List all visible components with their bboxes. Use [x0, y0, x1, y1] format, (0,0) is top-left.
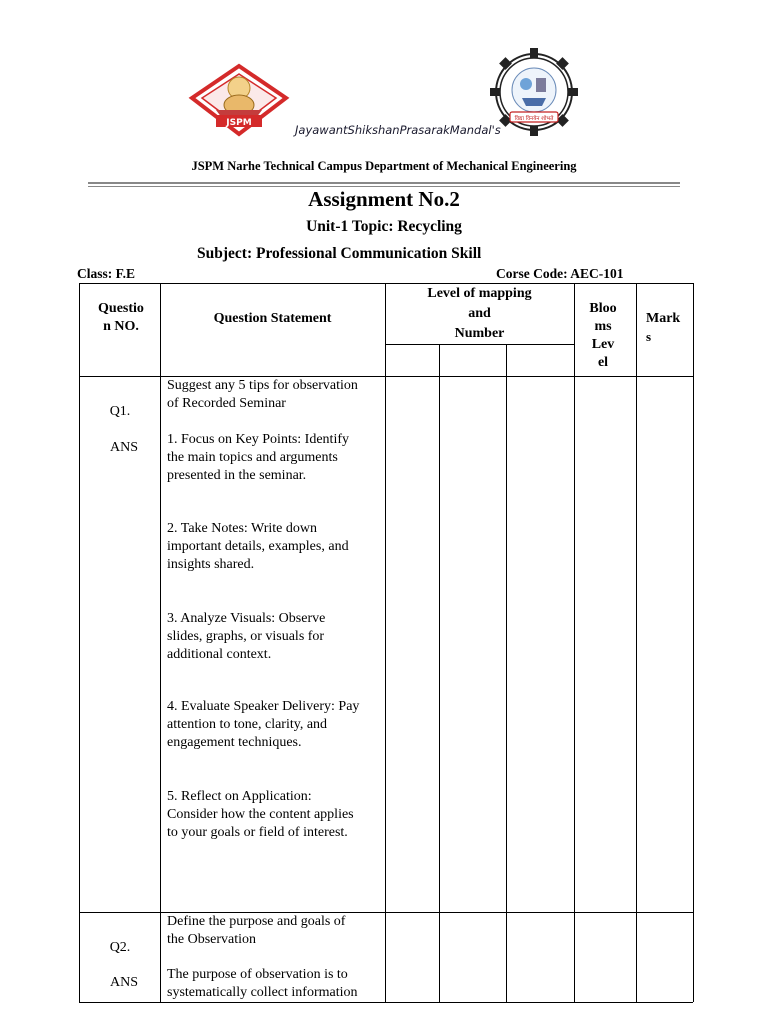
text-line: additional context. [167, 647, 272, 663]
text-line: attention to tone, clarity, and [167, 717, 328, 733]
text-line: 4. Evaluate Speaker Delivery: Pay [167, 699, 360, 714]
text-line: Suggest any 5 tips for observation [167, 378, 358, 393]
header-mapping-line: Level of mapping [427, 286, 532, 301]
text-line: important details, examples, and [167, 539, 349, 555]
row-q1-ans-label: ANS [109, 440, 138, 455]
text-line: slides, graphs, or visuals for [167, 629, 325, 645]
text-line: 5. Reflect on Application: [167, 789, 312, 804]
row-q2-ans-label: ANS [109, 975, 138, 990]
table-border-left [79, 283, 80, 1002]
text-line: the main topics and arguments [167, 450, 338, 466]
header-question-no-line: n NO. [103, 319, 139, 334]
header-blooms-line: ms [594, 319, 612, 334]
header-marks [646, 310, 696, 346]
header-blooms-line: Bloo [589, 301, 617, 316]
department-line: JSPM Narhe Technical Campus Department of Mechanical Engineering [191, 159, 577, 173]
text-line: The purpose of observation is to [167, 967, 348, 982]
header-rule [88, 182, 680, 184]
col-divider [574, 283, 575, 1002]
header-blooms-level [578, 300, 628, 372]
course-code: Corse Code: AEC-101 [496, 266, 624, 281]
col-divider [160, 283, 161, 1002]
seal-banner-text: विद्या विनयेन शोभते [514, 116, 554, 122]
header-marks-line: Mark [646, 311, 681, 326]
text-line: 1. Focus on Key Points: Identify [167, 432, 349, 447]
q1-question-text [167, 377, 358, 413]
col-divider [385, 283, 386, 1002]
header-question-no-line: Questio [98, 301, 144, 316]
row-q2-number: Q2. [109, 940, 131, 955]
q1-answer-point-5 [167, 788, 354, 843]
q2-question-text [167, 913, 345, 949]
institute-seal-logo [488, 46, 580, 138]
header-blooms-line: Lev [591, 337, 615, 352]
jspm-logo-text: JSPM [226, 118, 252, 128]
header-marks-line: s [646, 329, 652, 344]
header-question-no [82, 300, 160, 336]
col-divider [636, 283, 637, 1002]
text-line: 3. Analyze Visuals: Observe [167, 611, 326, 626]
text-line: the Observation [167, 932, 257, 948]
unit-topic: Unit-1 Topic: Recycling [306, 218, 462, 235]
header-mapping [385, 284, 574, 344]
q1-answer-point-2 [167, 520, 349, 575]
col-divider [506, 344, 507, 1002]
col-divider [439, 344, 440, 1002]
q1-answer-point-1 [167, 431, 349, 486]
mapping-subheader-line [385, 344, 574, 345]
text-line: to your goals or field of interest. [167, 825, 348, 841]
text-line: Consider how the content applies [167, 807, 354, 823]
text-line: Define the purpose and goals of [167, 914, 346, 929]
text-line: presented in the seminar. [167, 468, 307, 484]
header-question-statement: Question Statement [213, 311, 332, 326]
header-mapping-line: Number [454, 326, 505, 341]
q2-answer-text [167, 966, 358, 1002]
text-line: systematically collect information [167, 985, 358, 1001]
table-border-right [693, 283, 694, 1002]
q1-answer-point-3 [167, 610, 325, 665]
class-label: Class: F.E [77, 266, 136, 281]
header-blooms-line: el [597, 355, 609, 370]
org-name: JayawantShikshanPrasarakMandal's [295, 123, 501, 137]
subject-line: Subject: Professional Communication Skill [197, 245, 482, 262]
text-line: 2. Take Notes: Write down [167, 521, 317, 536]
assignment-title: Assignment No.2 [308, 187, 460, 211]
q1-answer-point-4 [167, 698, 359, 753]
text-line: engagement techniques. [167, 735, 302, 751]
jspm-logo [186, 58, 292, 138]
text-line: of Recorded Seminar [167, 396, 286, 412]
text-line: insights shared. [167, 557, 255, 573]
row-q1-number: Q1. [109, 404, 131, 419]
header-mapping-line: and [468, 306, 491, 321]
